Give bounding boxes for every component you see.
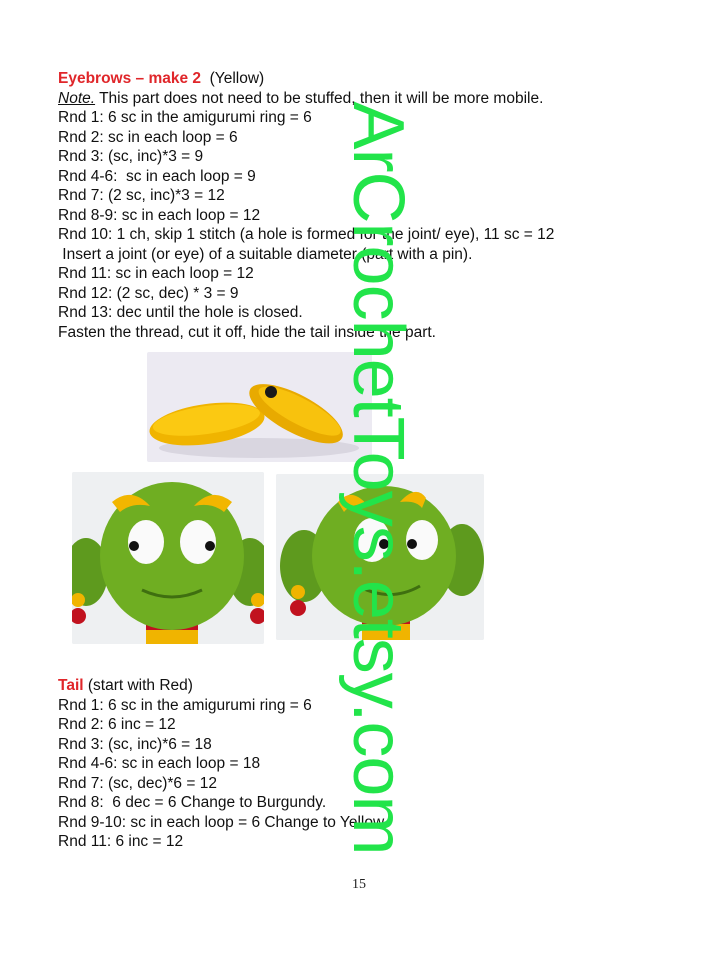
pin-icon: [265, 386, 277, 398]
round-line: Insert a joint (or eye) of a suitable diameter (part with a pin).: [58, 245, 473, 263]
round-line: Rnd 9-10: sc in each loop = 6 Change to Yellow.: [58, 813, 388, 831]
round-line: Rnd 11: 6 inc = 12: [58, 833, 184, 850]
round-line: Fasten the thread, cut it off, hide the tail inside the part.: [58, 323, 436, 341]
round-line: Rnd 3: (sc, inc)*6 = 18: [58, 735, 212, 753]
round-line: Rnd 3: (sc, inc)*3 = 9: [58, 148, 204, 165]
round-line: Rnd 10: 1 ch, skip 1 stitch (a hole is formed for the joint/ eye), 11 sc = 12: [58, 226, 555, 243]
round-line: Rnd 2: sc in each loop = 6: [58, 128, 238, 146]
round-line: Rnd 1: 6 sc in the amigurumi ring = 6: [58, 109, 312, 126]
round-line: Rnd 11: sc in each loop = 12: [58, 265, 254, 282]
round-line: Rnd 7: (2 sc, inc)*3 = 12: [58, 187, 225, 204]
round-line: Rnd 4-6: sc in each loop = 9: [58, 167, 256, 185]
eyebrows-rounds-list: [58, 108, 554, 342]
round-line: Rnd 12: (2 sc, dec) * 3 = 9: [58, 284, 239, 302]
eyebrows-color-note: (Yellow): [201, 70, 265, 87]
note-text: This part does not need to be stuffed, then it will be more mobile.: [95, 89, 544, 107]
round-line: Rnd 2: 6 inc = 12: [58, 716, 176, 733]
tail-subtitle: (start with Red): [83, 677, 193, 694]
note-label: Note.: [58, 89, 96, 107]
round-line: Rnd 8-9: sc in each loop = 12: [58, 206, 261, 224]
eyebrows-note-line: [58, 89, 554, 109]
watermark-text: ArCrochetToys.etsy.com: [338, 101, 418, 855]
page-number: 15: [352, 877, 366, 892]
eyebrows-title: Eyebrows – make 2: [58, 70, 202, 87]
round-line: Rnd 8: 6 dec = 6 Change to Burgundy.: [58, 794, 327, 811]
tail-title: Tail: [58, 677, 84, 694]
eyebrows-section: [58, 69, 554, 342]
eyebrows-heading-line: [58, 69, 554, 89]
toy-head-front-photo: [72, 472, 264, 644]
round-line: Rnd 13: dec until the hole is closed.: [58, 304, 303, 321]
round-line: Rnd 7: (sc, dec)*6 = 12: [58, 774, 217, 792]
round-line: Rnd 1: 6 sc in the amigurumi ring = 6: [58, 696, 312, 714]
round-line: Rnd 4-6: sc in each loop = 18: [58, 755, 261, 772]
